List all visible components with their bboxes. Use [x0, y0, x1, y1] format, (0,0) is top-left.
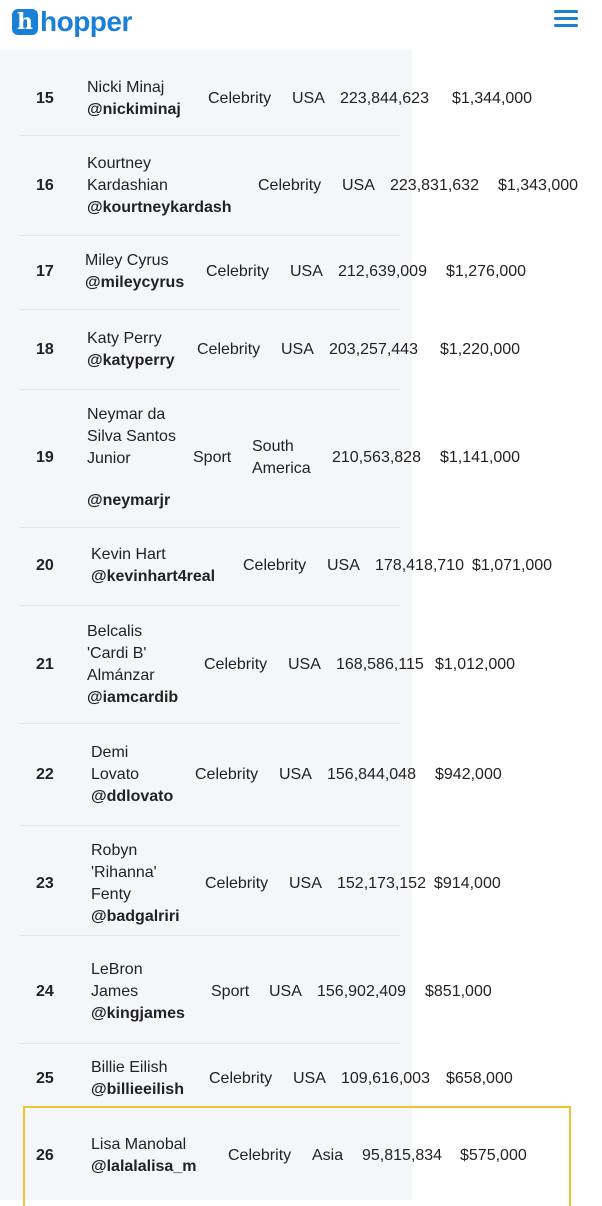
category: Celebrity — [204, 656, 268, 673]
instagram-handle[interactable]: @badgalriri — [91, 908, 180, 925]
influencer-name: Demi Lovato — [91, 744, 140, 783]
influencer-name: Lisa Manobal — [91, 1136, 187, 1153]
followers: 210,563,828 — [332, 449, 421, 466]
post-price: $914,000 — [434, 875, 501, 892]
influencer-name: Miley Cyrus — [85, 252, 169, 269]
post-price: $1,012,000 — [435, 656, 516, 673]
table-row — [0, 1044, 602, 1108]
rank: 25 — [36, 1070, 54, 1087]
table-row — [0, 724, 602, 826]
instagram-handle[interactable]: @katyperry — [87, 352, 175, 369]
followers: 168,586,115 — [336, 656, 424, 673]
instagram-handle[interactable]: @billieeilish — [91, 1081, 184, 1098]
followers: 212,639,009 — [338, 263, 427, 280]
influencer-name: Neymar da Silva Santos Junior — [87, 406, 176, 467]
post-price: $1,343,000 — [498, 177, 579, 194]
rank: 20 — [36, 557, 54, 574]
location: USA — [327, 557, 360, 574]
followers: 223,844,623 — [340, 90, 429, 107]
post-price: $1,071,000 — [472, 557, 553, 574]
table-row — [0, 606, 602, 724]
app-header — [0, 0, 602, 50]
post-price: $658,000 — [446, 1070, 513, 1087]
followers: 152,173,152 — [337, 875, 426, 892]
instagram-handle[interactable]: @ddlovato — [91, 788, 174, 805]
rank: 22 — [36, 766, 54, 783]
instagram-handle[interactable]: @nickiminaj — [87, 101, 181, 118]
rank: 19 — [36, 449, 54, 466]
table-row — [0, 826, 602, 936]
location: USA — [292, 90, 325, 107]
influencer-name: Nicki Minaj — [87, 79, 165, 96]
category: Celebrity — [243, 557, 307, 574]
category: Celebrity — [205, 875, 269, 892]
category: Celebrity — [206, 263, 270, 280]
category: Celebrity — [208, 90, 272, 107]
location: USA — [288, 656, 321, 673]
rank: 17 — [36, 263, 54, 280]
influencer-name: Belcalis 'Cardi B' Almánzar — [87, 623, 155, 684]
influencer-name: Kevin Hart — [91, 546, 166, 563]
location: USA — [342, 177, 375, 194]
location: USA — [269, 983, 302, 1000]
instagram-handle[interactable]: @kingjames — [91, 1005, 185, 1022]
influencer-name: LeBron James — [91, 961, 143, 1000]
rank: 26 — [36, 1147, 54, 1164]
table-row — [0, 936, 602, 1044]
post-price: $1,276,000 — [446, 263, 527, 280]
influencer-name: Katy Perry — [87, 330, 162, 347]
rank: 16 — [36, 177, 54, 194]
category: Sport — [193, 449, 232, 466]
category: Celebrity — [228, 1147, 292, 1164]
rank: 15 — [36, 90, 54, 107]
post-price: $575,000 — [460, 1147, 527, 1164]
influencer-name: Billie Eilish — [91, 1059, 168, 1076]
table-row-highlighted — [0, 1108, 602, 1200]
instagram-handle[interactable]: @iamcardib — [87, 689, 179, 706]
instagram-handle[interactable]: @kourtneykardash — [87, 199, 232, 216]
category: Sport — [211, 983, 250, 1000]
table-row — [0, 390, 602, 528]
location: USA — [290, 263, 323, 280]
location: USA — [279, 766, 312, 783]
followers: 95,815,834 — [362, 1147, 443, 1164]
instagram-handle[interactable]: @mileycyrus — [85, 274, 185, 291]
category: Celebrity — [258, 177, 322, 194]
table-row — [0, 310, 602, 390]
location: USA — [293, 1070, 326, 1087]
rank: 23 — [36, 875, 54, 892]
ranking-table — [0, 50, 602, 1200]
influencer-name: Kourtney Kardashian — [87, 155, 168, 194]
location: USA — [281, 341, 314, 358]
followers: 156,844,048 — [327, 766, 416, 783]
rank: 18 — [36, 341, 54, 358]
category: Celebrity — [195, 766, 259, 783]
instagram-handle[interactable]: @lalalalisa_m — [91, 1158, 197, 1175]
table-row — [0, 50, 602, 136]
category: Celebrity — [197, 341, 261, 358]
post-price: $1,220,000 — [440, 341, 521, 358]
rank: 24 — [36, 983, 54, 1000]
followers: 109,616,003 — [341, 1070, 430, 1087]
location: South America — [252, 438, 311, 477]
followers: 178,418,710 — [375, 557, 464, 574]
location: Asia — [312, 1147, 344, 1164]
logo-icon: h — [12, 9, 38, 35]
post-price: $1,141,000 — [440, 449, 521, 466]
followers: 223,831,632 — [390, 177, 479, 194]
instagram-handle[interactable]: @kevinhart4real — [91, 568, 216, 585]
rank: 21 — [36, 656, 54, 673]
table-row — [0, 136, 602, 236]
logo-text: hopper — [40, 6, 132, 37]
table-row — [0, 528, 602, 606]
influencer-name: Robyn 'Rihanna' Fenty — [91, 842, 157, 903]
post-price: $942,000 — [435, 766, 502, 783]
hopper-logo[interactable] — [12, 6, 132, 38]
table-row — [0, 236, 602, 310]
instagram-handle[interactable]: @neymarjr — [87, 492, 171, 509]
category: Celebrity — [209, 1070, 273, 1087]
location: USA — [289, 875, 322, 892]
post-price: $851,000 — [425, 983, 492, 1000]
hamburger-menu-icon[interactable] — [554, 10, 578, 30]
post-price: $1,344,000 — [452, 90, 533, 107]
followers: 156,902,409 — [317, 983, 406, 1000]
followers: 203,257,443 — [329, 341, 418, 358]
